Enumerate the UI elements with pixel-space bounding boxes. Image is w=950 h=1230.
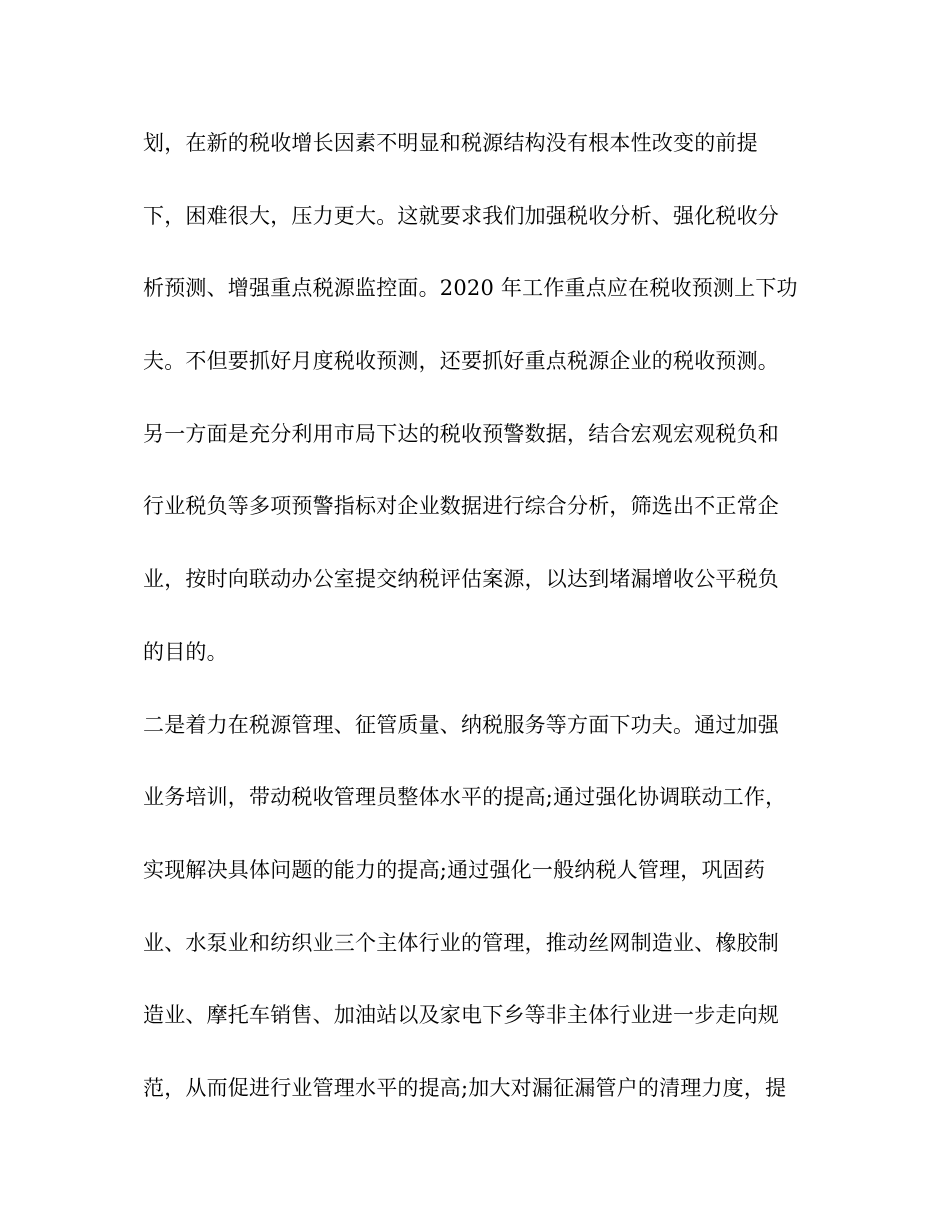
text-line: 划，在新的税收增长因素不明显和税源结构没有根本性改变的前提 [143, 131, 758, 155]
text-line: 业、水泵业和纺织业三个主体行业的管理，推动丝网制造业、橡胶制 [143, 930, 779, 955]
text-line: 行业税负等多项预警指标对企业数据进行综合分析，筛选出不正常企 [143, 494, 779, 519]
text-line: 业，按时向联动办公室提交纳税评估案源，以达到堵漏增收公平税负 [143, 567, 779, 592]
text-line: 另一方面是充分利用市局下达的税收预警数据，结合宏观宏观税负和 [143, 421, 779, 446]
text-line: 造业、摩托车销售、加油站以及家电下乡等非主体行业进一步走向规 [143, 1003, 779, 1028]
text-line: 二是着力在税源管理、征管质量、纳税服务等方面下功夫。通过加强 [143, 712, 779, 737]
body-text [143, 123, 823, 1141]
text-line: 范，从而促进行业管理水平的提高;加大对漏征漏管户的清理力度，提 [143, 1075, 787, 1100]
text-line: 析预测、增强重点税源监控面。2020 年工作重点应在税收预测上下功 [143, 276, 798, 301]
text-line: 业务培训，带动税收管理员整体水平的提高;通过强化协调联动工作， [143, 785, 787, 810]
text-line: 下，困难很大，压力更大。这就要求我们加强税收分析、强化税收分 [143, 203, 779, 228]
text-line: 夫。不但要抓好月度税收预测，还要抓好重点税源企业的税收预测。 [143, 349, 779, 374]
text-line: 的目的。 [143, 639, 228, 664]
text-line: 实现解决具体问题的能力的提高;通过强化一般纳税人管理，巩固药 [143, 857, 766, 882]
